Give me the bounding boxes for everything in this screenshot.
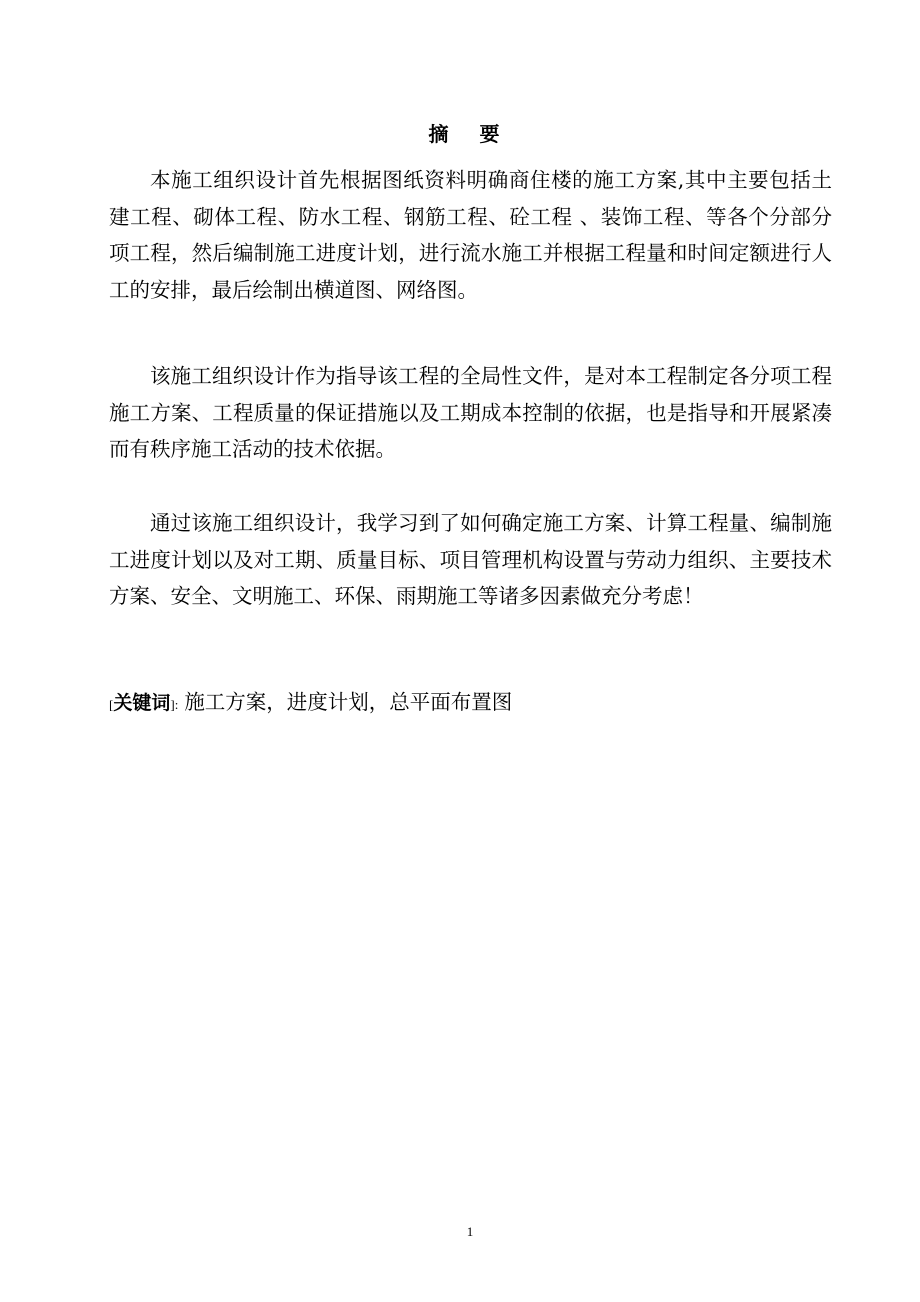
keywords-close-colon: ]: (170, 697, 179, 712)
abstract-title: 摘 要 (428, 122, 512, 146)
keywords-text: 施工方案，进度计划，总平面布置图 (184, 690, 513, 714)
abstract-paragraph-1: 本施工组织设计首先根据图纸资料明确商住楼的施工方案,其中主要包括土建工程、砌体工程、防水工程、钢筋工程、砼工程 、装饰工程、等各个分部分项工程，然后编制施工进度计划，进行流水施工并根据工程量和时间定额进行人工的安排，最后绘制出横道图、网络图。 (109, 168, 832, 302)
abstract-paragraph-3: 通过该施工组织设计，我学习到了如何确定施工方案、计算工程量、编制施工进度计划以及对工期、质量目标、项目管理机构设置与劳动力组织、主要技术方案、安全、文明施工、环保、雨期施工等诸多因素做充分考虑！ (109, 511, 832, 608)
abstract-paragraph-2: 该施工组织设计作为指导该工程的全局性文件，是对本工程制定各分项工程施工方案、工程质量的保证措施以及工期成本控制的依据，也是指导和开展紧凑而有秩序施工活动的技术依据。 (109, 364, 832, 461)
keywords-label: 关键词 (113, 692, 171, 714)
keywords-line (109, 686, 832, 721)
page-number: 1 (466, 1224, 474, 1239)
keywords-open-bracket: [ (109, 697, 114, 712)
